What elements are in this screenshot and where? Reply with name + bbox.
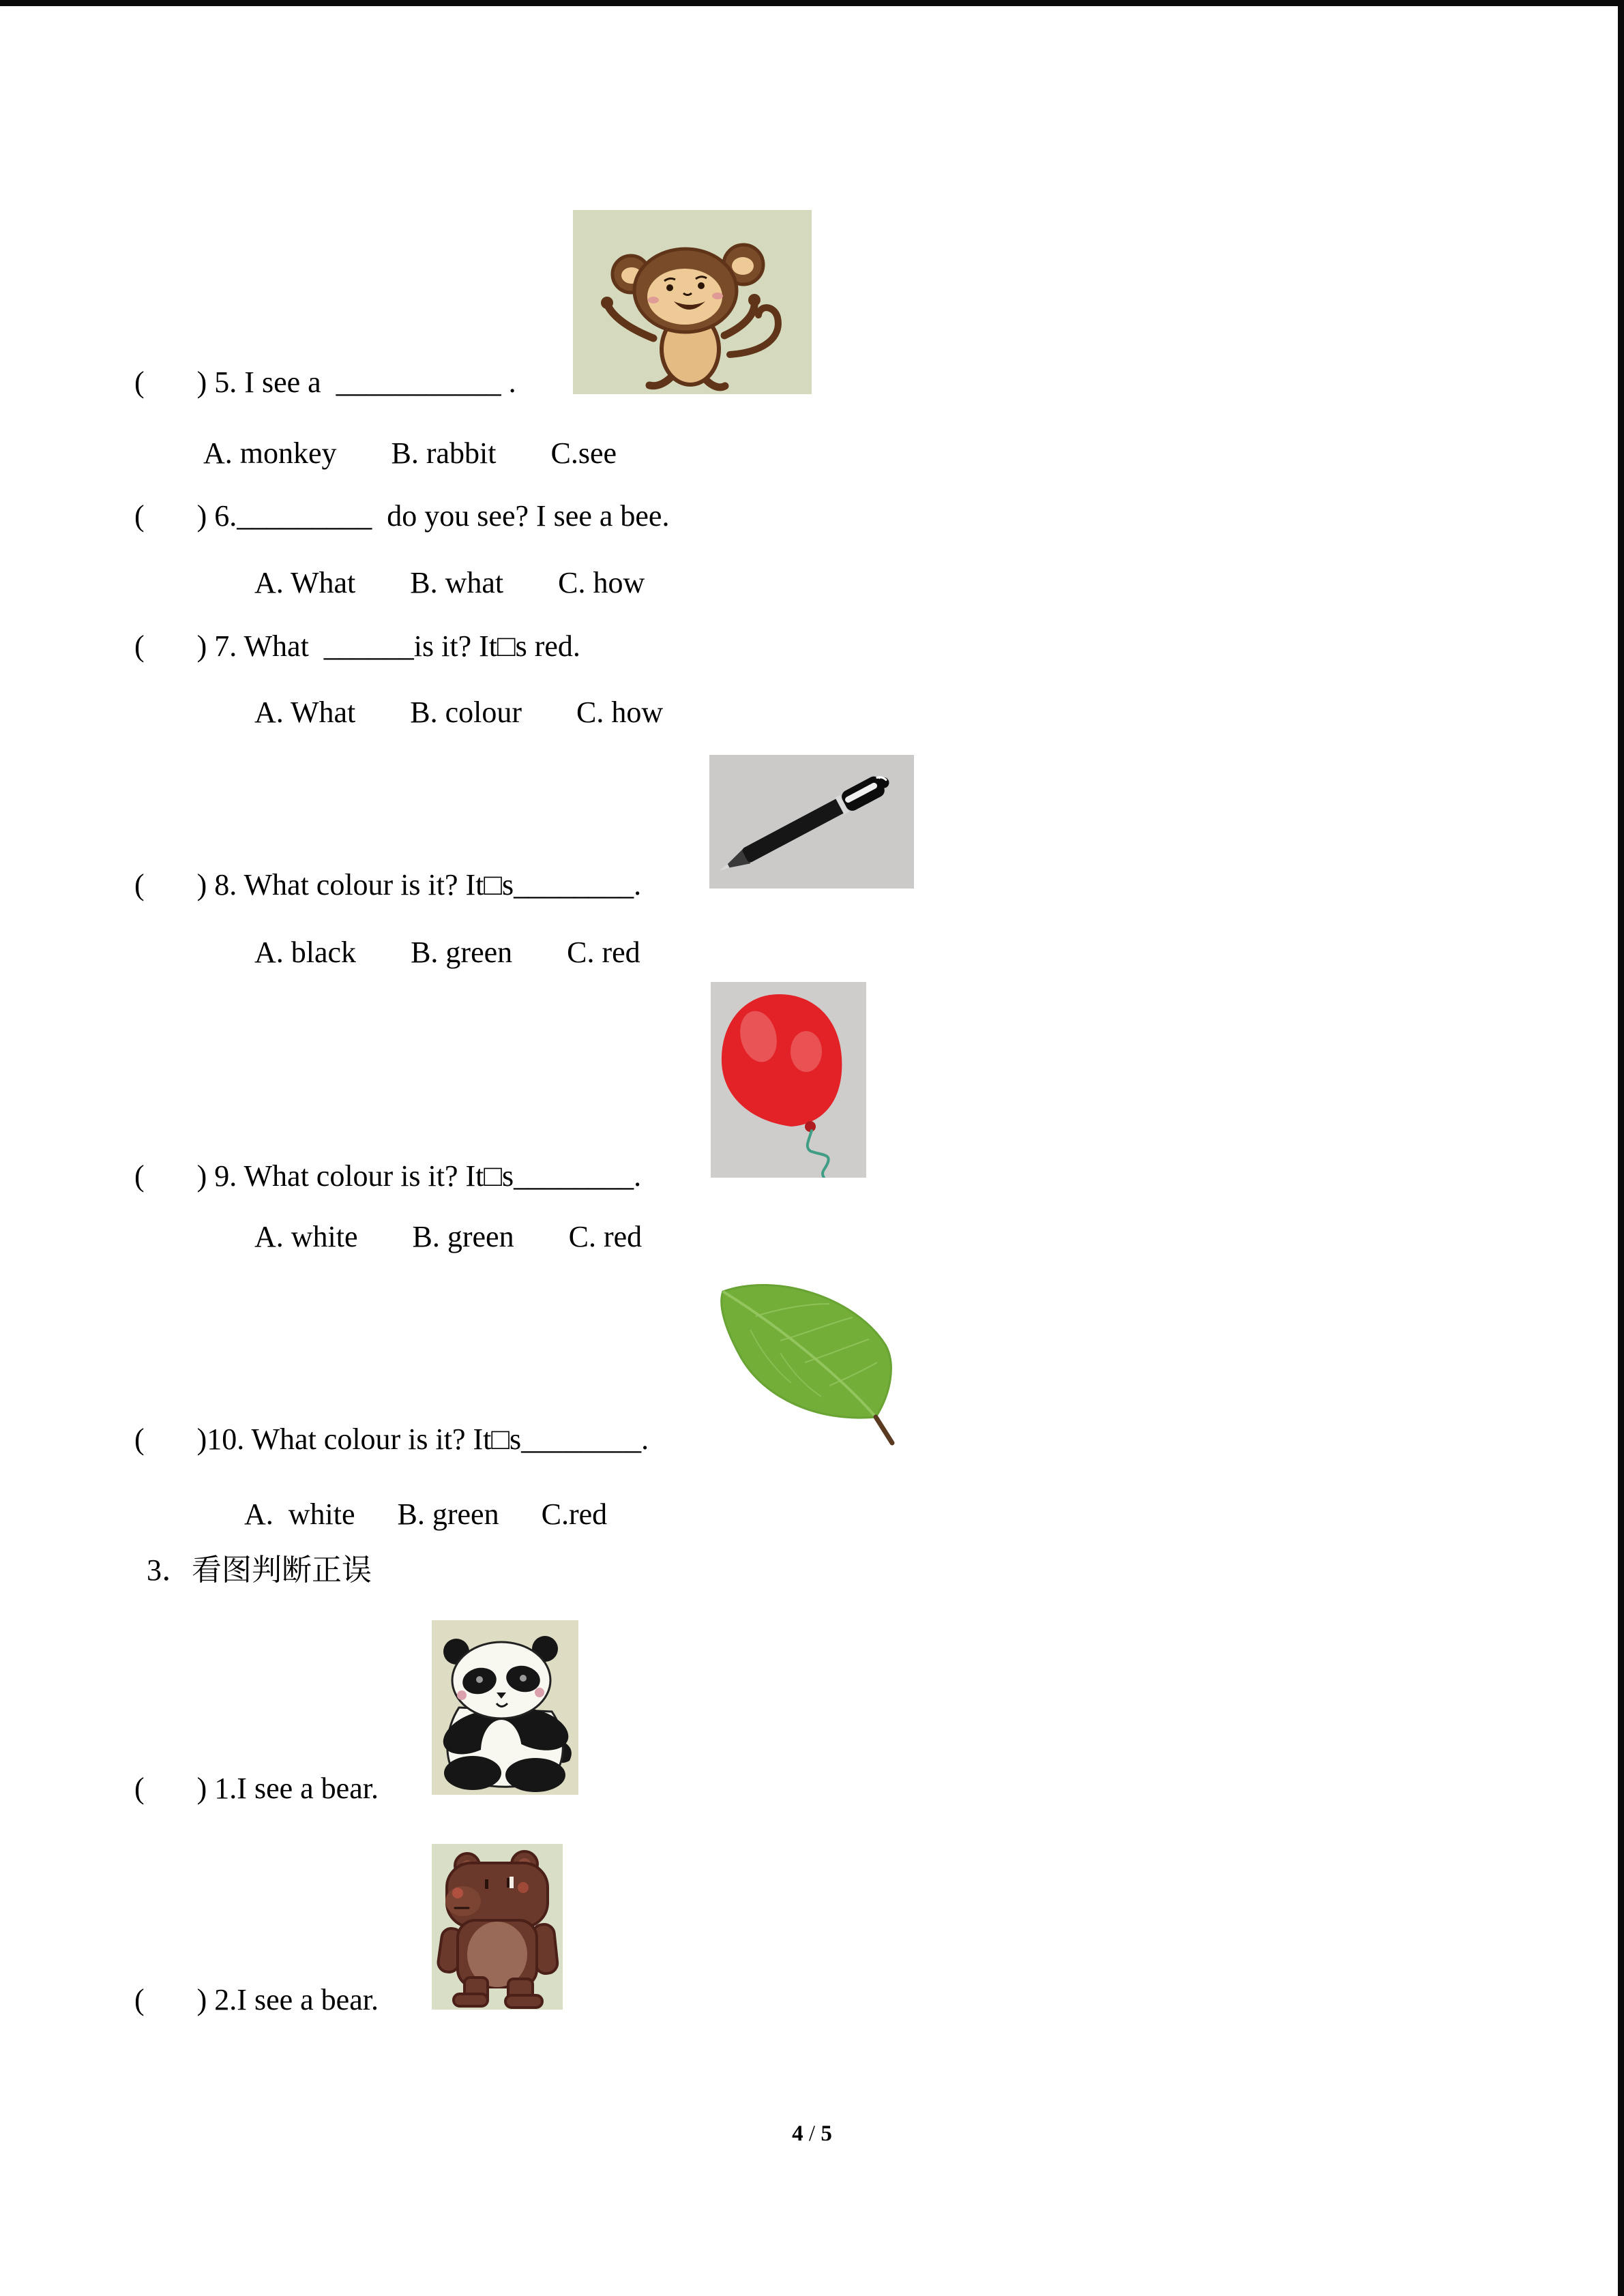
option-a: A. white	[244, 1497, 355, 1531]
tf-item-1: ( ) 1.I see a bear.	[134, 1772, 379, 1805]
option-a: A. black	[254, 936, 357, 969]
option-b: B. green	[411, 936, 513, 969]
option-c: C. how	[576, 696, 664, 729]
leaf-image	[715, 1277, 917, 1447]
pen-image	[709, 755, 914, 889]
question-8: ( ) 8. What colour is it? It□s________.	[134, 868, 642, 901]
option-c: C. how	[558, 566, 645, 599]
total-pages: 5	[821, 2121, 832, 2146]
current-page: 4	[792, 2121, 803, 2146]
question-5: ( ) 5. I see a ___________ .	[134, 366, 516, 399]
question-7: ( ) 7. What ______is it? It□s red.	[134, 629, 580, 663]
monkey-image	[573, 210, 812, 394]
option-a: A. What	[254, 696, 356, 729]
scan-border-top	[0, 0, 1624, 6]
option-c: C.red	[541, 1497, 608, 1531]
question-10: ( )10. What colour is it? It□s________.	[134, 1422, 649, 1456]
question-7-options	[254, 696, 663, 730]
option-b: B. what	[410, 566, 504, 599]
option-c: C. red	[568, 1220, 643, 1253]
question-6-options	[254, 566, 645, 601]
bear-image	[432, 1844, 563, 2010]
option-a: A. monkey	[203, 436, 337, 470]
page-number	[0, 2121, 1624, 2148]
tf-item-2: ( ) 2.I see a bear.	[134, 1983, 379, 2016]
question-10-options	[244, 1497, 607, 1532]
section-3-title: 3．看图判断正误	[147, 1553, 372, 1587]
option-c: C. red	[567, 936, 640, 969]
page-separator: /	[803, 2121, 821, 2146]
option-c: C.see	[550, 436, 617, 470]
question-9: ( ) 9. What colour is it? It□s________.	[134, 1159, 642, 1193]
option-a: A. white	[254, 1220, 358, 1253]
question-9-options	[254, 1220, 642, 1255]
option-b: B. rabbit	[391, 436, 497, 470]
question-5-options	[203, 436, 617, 471]
balloon-image	[711, 982, 866, 1178]
question-6: ( ) 6._________ do you see? I see a bee.	[134, 499, 670, 533]
option-b: B. green	[412, 1220, 514, 1253]
option-b: B. green	[397, 1497, 499, 1531]
panda-image	[432, 1620, 578, 1795]
question-8-options	[254, 936, 640, 970]
scan-border-right	[1618, 0, 1624, 2296]
option-b: B. colour	[410, 696, 522, 729]
option-a: A. What	[254, 566, 356, 599]
